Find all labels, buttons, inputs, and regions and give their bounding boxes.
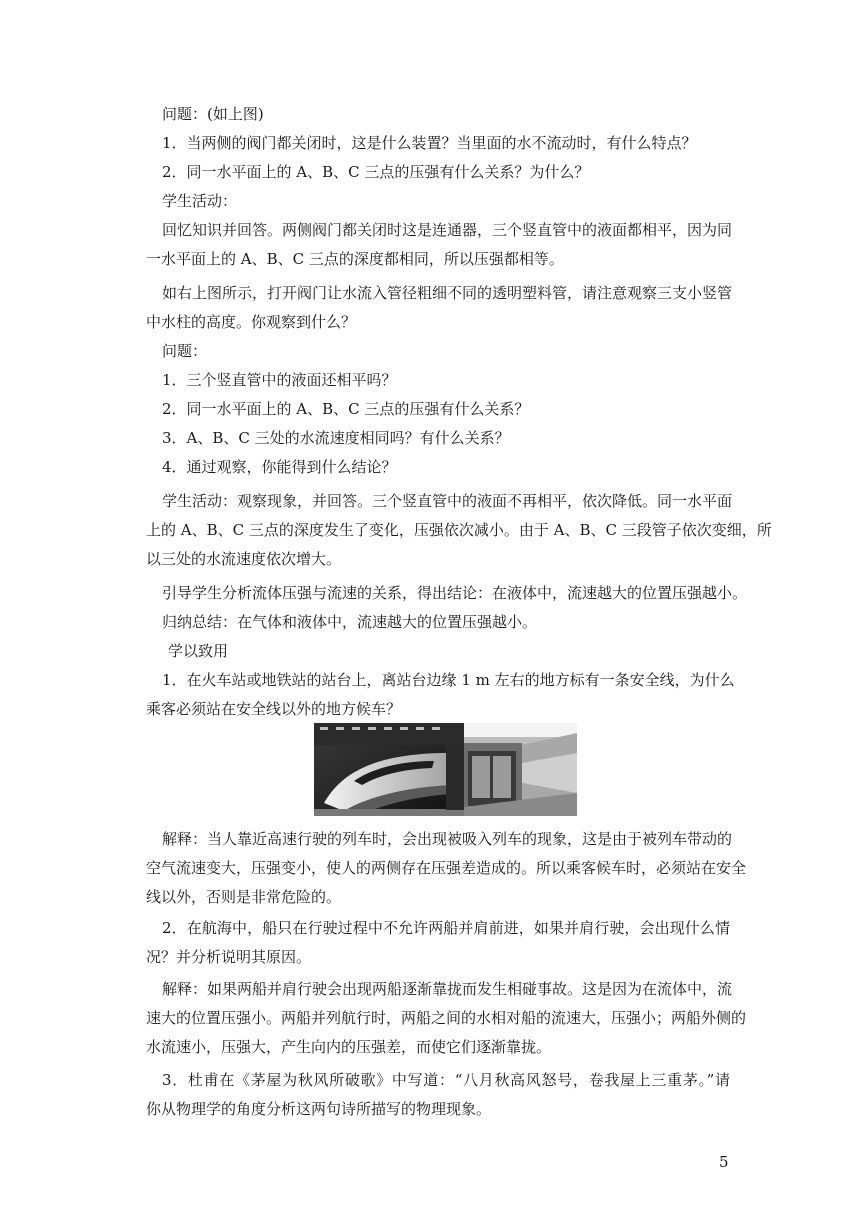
paragraph-line: 引导学生分析流体压强与流速的关系，得出结论：在液体中，流速越大的位置压强越小。 [162, 584, 748, 602]
question-1: 1．当两侧的阀门都关闭时，这是什么装置？当里面的水不流动时，有什么特点？ [162, 134, 697, 152]
paragraph-line: 以三处的水流速度依次增大。 [146, 550, 342, 568]
explanation-line: 解释：当人靠近高速行驶的列车时，会出现被吸入列车的现象，这是由于被列车带动的 [162, 830, 733, 848]
paragraph-line: 归纳总结：在气体和液体中，流速越大的位置压强越小。 [162, 613, 538, 631]
question-item: 4．通过观察，你能得到什么结论？ [162, 458, 397, 476]
paragraph-line: 学生活动：观察现象，并回答。三个竖直管中的液面不再相平，依次降低。同一水平面 [162, 492, 733, 510]
explanation-line: 解释：如果两船并肩行驶会出现两船逐渐靠拢而发生相碰事故。这是因为在流体中，流 [162, 980, 733, 998]
section-heading: 学以致用 [168, 642, 229, 660]
question-item: 2．同一水平面上的 A、B、C 三点的压强有什么关系？ [162, 400, 530, 418]
paragraph-line: 上的 A、B、C 三点的深度发生了变化，压强依次减小。由于 A、B、C 三段管子依次变细，所 [146, 521, 772, 539]
explanation-line: 速大的位置压强小。两船并列航行时，两船之间的水相对船的流速大，压强小；两船外侧的 [146, 1009, 747, 1027]
paragraph-line: 中水柱的高度。你观察到什么？ [146, 313, 357, 331]
train-photos [314, 723, 577, 816]
question-item: 3．杜甫在《茅屋为秋风所破歌》中写道：“八月秋高风怒号，卷我屋上三重茅。”请 [162, 1071, 730, 1089]
student-activity-heading: 学生活动： [162, 192, 238, 210]
question-item: 你从物理学的角度分析这两句诗所描写的物理现象。 [146, 1100, 492, 1118]
page-number: 5 [719, 1153, 729, 1171]
question-item: 况？并分析说明其原因。 [146, 948, 312, 966]
paragraph-line: 回忆知识并回答。两侧阀门都关闭时这是连通器，三个竖直管中的液面都相平，因为同 [162, 221, 733, 239]
question-item: 2．在航海中，船只在行驶过程中不允许两船并肩前进，如果并肩行驶，会出现什么情 [162, 919, 730, 937]
subway-train-photo [464, 723, 577, 816]
explanation-line: 线以外，否则是非常危险的。 [146, 888, 342, 906]
question-item: 1．在火车站或地铁站的站台上，离站台边缘 1 m 左右的地方标有一条安全线，为什么 [162, 671, 735, 689]
explanation-line: 空气流速变大，压强变小，使人的两侧存在压强差造成的。所以乘客候车时，必须站在安全 [146, 859, 747, 877]
question-2: 2．同一水平面上的 A、B、C 三点的压强有什么关系？为什么？ [162, 163, 590, 181]
high-speed-train-photo [314, 723, 464, 816]
question-item: 1．三个竖直管中的液面还相平吗？ [162, 371, 397, 389]
question-item: 3．A、B、C 三处的水流速度相同吗？有什么关系？ [162, 429, 510, 447]
explanation-line: 水流速小，压强大，产生向内的压强差，而使它们逐渐靠拢。 [146, 1038, 552, 1056]
paragraph-line: 如右上图所示，打开阀门让水流入管径粗细不同的透明塑料管，请注意观察三支小竖管 [162, 284, 733, 302]
paragraph-line: 一水平面上的 A、B、C 三点的深度都相同，所以压强都相等。 [146, 250, 564, 268]
question-item: 乘客必须站在安全线以外的地方候车？ [146, 700, 402, 718]
question-heading-2: 问题： [162, 342, 208, 360]
question-heading: 问题：(如上图) [162, 105, 264, 123]
